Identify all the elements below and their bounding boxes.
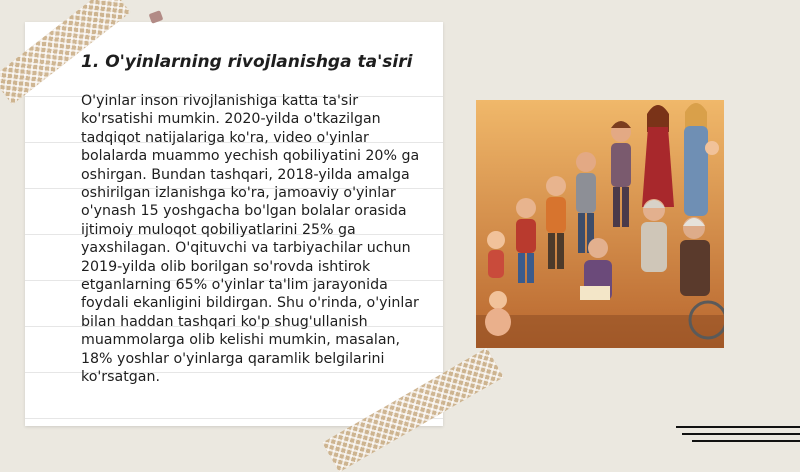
life-stages-figures [476, 100, 724, 348]
decorative-lines [676, 424, 800, 444]
life-stages-illustration [476, 100, 724, 348]
slide-title: 1. O'yinlarning rivojlanishga ta'siri [81, 52, 413, 72]
slide-body-text: O'yinlar inson rivojlanishiga katta ta'sir ko'rsatishi mumkin. 2020-yilda o'tkazilgan tadqiqot natijalariga ko'ra, video o'yinlar bolalarda muammo yechish qobiliyatini 20% ga oshirgan. Bundan tashqari, 2018-yilda amalga oshirilgan izlanishga ko'ra, jamoaviy o'yinlar o'ynash 15 yoshgacha bo'lgan bolalar orasida ijtimoiy muloqot qobiliyatlarini 25% ga yaxshilagan. O'qituvchi va tarbiyachilar uchun 2019-yilda olib borilgan so'rovda ishtirok etganlarning 65% o'yinlar ta'lim jarayonida foydali ekanligini bildirgan. Shu o'rinda, o'yinlar bilan haddan tashqari ko'p shug'ullanish muammolarga olib kelishi mumkin, masalan, 18% yoshlar o'yinlarga qaramlik belgilarini ko'rsatgan. [81, 93, 420, 386]
